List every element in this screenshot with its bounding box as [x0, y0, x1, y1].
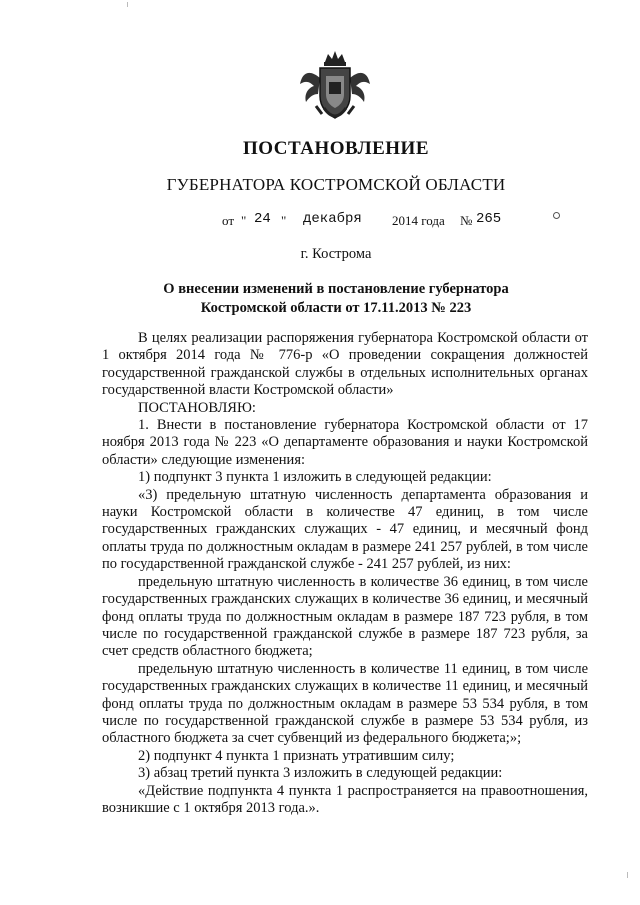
document-number: 265 — [476, 211, 502, 227]
coat-of-arms-emblem — [298, 48, 372, 124]
number-label: № — [460, 213, 473, 228]
document-heading — [0, 280, 640, 318]
document-issuer: ГУБЕРНАТОРА КОСТРОМСКОЙ ОБЛАСТИ — [166, 175, 506, 194]
date-day: 24 — [254, 211, 271, 227]
date-prefix: от — [222, 213, 235, 228]
paragraph-subitem-2: 2) подпункт 4 пункта 1 признать утратившим силу; — [138, 747, 455, 764]
date-line — [0, 210, 640, 232]
date-year: 2014 года — [392, 213, 445, 228]
heading-line-2: Костромской области от 17.11.2013 № 223 — [200, 300, 472, 316]
paragraph-regional-budget: предельную штатную численность в количестве 36 единиц, в том числе государственных гражданских служащих в количестве 36 единиц, и месячный фонд оплаты труда по должностным окладам в размере 187 723 рубля, в том числе по государственной гражданской службе в размере 187 723 рубля, за счет средств областного бюджета; — [102, 573, 588, 660]
date-quote-close: " — [281, 213, 287, 228]
date-month: декабря — [303, 211, 362, 227]
paragraph-subitem-1: 1) подпункт 3 пункта 1 изложить в следующей редакции: — [138, 469, 492, 486]
paragraph-action-quote: «Действие подпункта 4 пункта 1 распространяется на правоотношения, возникшие с 1 октября 2013 года.». — [102, 782, 588, 816]
paragraph-subitem-3: 3) абзац третий пункта 3 изложить в следующей редакции: — [138, 765, 503, 782]
scan-mark-top — [127, 2, 128, 7]
paragraph-item-1: 1. Внести в постановление губернатора Костромской области от 17 ноября 2013 года № 223 «О департаменте образования и науки Костромской области» следующие изменения: — [102, 417, 588, 468]
paragraph-preamble: В целях реализации распоряжения губернатора Костромской области от 1 октября 2014 года № 776-р «О проведении сокращения должностей государственной гражданской службы в отдельных исполнительных органах государственной власти Костромской области» — [102, 330, 588, 399]
paragraph-federal-subvention: предельную штатную численность в количестве 11 единиц, в том числе государственных гражданских служащих в количестве 11 единиц, и месячный фонд оплаты труда по должностным окладам в размере 53 534 рубля, в том числе по государственной гражданской службе в размере 53 534 рубля, из областного бюджета за счет субвенций из федерального бюджета;»; — [102, 660, 588, 747]
margin-dot-mark — [553, 212, 560, 219]
document-title: ПОСТАНОВЛЕНИЕ — [242, 138, 430, 159]
paragraph-decree: ПОСТАНОВЛЯЮ: — [138, 399, 256, 416]
date-quote-open: " — [241, 213, 247, 228]
heading-line-1: О внесении изменений в постановление губернатора — [163, 281, 509, 297]
paragraph-quote-3: «3) предельную штатную численность департамента образования и науки Костромской области в количестве 47 единиц, в том числе государственных гражданских служащих - 47 единиц, и месячный фонд оплаты труда по должностным окладам в размере 241 257 рублей, в том числе по государственной гражданской службе - 241 257 рублей, из них: — [102, 486, 588, 573]
city-line: г. Кострома — [300, 246, 372, 262]
scan-mark-bottom — [627, 872, 628, 878]
document-body — [102, 330, 588, 817]
